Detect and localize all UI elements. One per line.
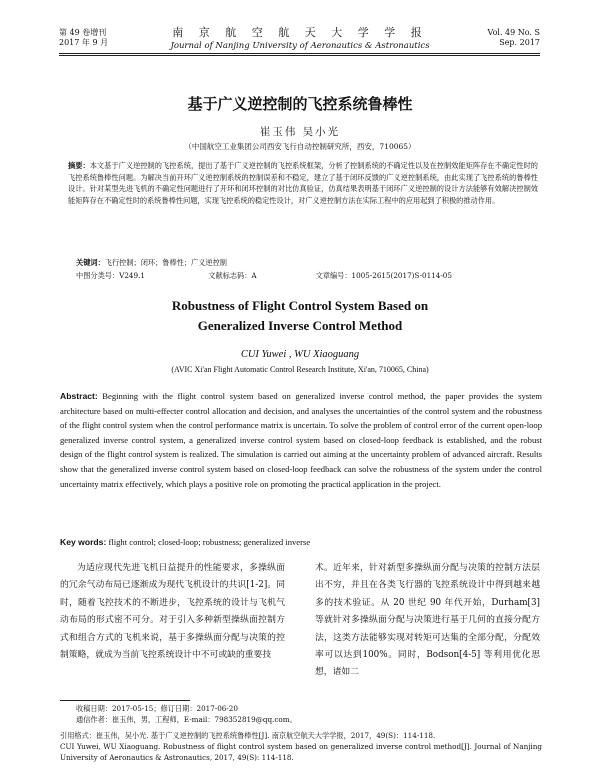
- header-volume: [59, 28, 108, 48]
- journal-name-en: Journal of Nanjing University of Aeronautics & Astronautics: [170, 41, 430, 51]
- clc-number: 中图分类号：V249.1: [76, 271, 145, 280]
- article-number: 文章编号：1005-2615(2017)S-0114-05: [315, 271, 452, 280]
- paper-title-en: [60, 296, 540, 336]
- keywords-cn: [76, 258, 227, 268]
- affiliation-cn: （中国航空工业集团公司西安飞行自动控制研究所，西安，710065）: [184, 142, 416, 151]
- header-volume-issue: 第 49 卷增刊: [59, 28, 107, 37]
- abstract-en-text: Beginning with the flight control system based on generalized inverse control method, the paper provides the system architecture based on multi-effecter control allocation and decision, and analyses the uncertainties of the control system and the robustness of the flight control system when the control performance matrix is uncertain. To solve the problem of control error of the current open-loop generalized inverse control system, a generalized inverse control system based on closed-loop feedback is established, and the robust design of the flight control system is realized. The simulation is carried out aiming at the uncertainty problem of advanced aircraft. Results show that the generalized inverse control system based on closed-loop feedback can solve the robustness of the system under the control uncertainty matrix effectively, which plays a positive role on promoting the practical application in the project.: [60, 391, 543, 489]
- header-vol-no: Vol. 49 No. S: [487, 28, 540, 37]
- citation-en: CUI Yuwei, WU Xiaoguang. Robustness of flight control system based on generalized inverse control method[J]. Journal of Nanjing University of Aeronautics & Astronautics, 2017, 49(S): 114-118.: [60, 742, 542, 762]
- footnote-rule: [60, 700, 190, 701]
- abstract-en: [60, 389, 542, 491]
- keywords-cn-text: 飞行控制；闭环；鲁棒性；广义逆控制: [104, 258, 227, 267]
- keywords-en: [60, 537, 310, 547]
- abstract-cn-text: 本文基于广义逆控制的飞控系统，提出了基于广义逆控制的飞控系统框架，分析了控制系统的不确定性以及在控制效能矩阵存在不确定性时的飞控系统鲁棒性问题。为解决当前开环广义逆控制系统的控制误差和不稳定，建立了基于闭环反馈的广义逆控制系统，由此实现了飞控系统的鲁棒性设计。针对某型先进飞机的不确定性问题进行了开环和闭环控制的对比仿真验证，仿真结果表明基于闭环广义逆控制的设计方法能够有效解决控制效能矩阵存在不确定性时的系统鲁棒性问题，实现飞控系统的稳定性设计，对广义逆控制方法在实际工程中的应用起到了积极的推动作用。: [68, 161, 538, 205]
- citation-format: [60, 730, 542, 763]
- header-rule-thin: [59, 55, 540, 56]
- paper-title-cn: 基于广义逆控制的飞控系统鲁棒性: [187, 95, 413, 113]
- footnote-author: 通信作者：崔玉伟，男，工程师，E-mail：798352819@qq.com。: [76, 715, 297, 724]
- header-rule: [59, 53, 540, 54]
- keywords-en-text: flight control; closed-loop; robustness; generalized inverse: [108, 537, 311, 547]
- affiliation-en: (AVIC Xi'an Flight Automatic Control Research Institute, Xi'an, 710065, China): [171, 365, 429, 374]
- journal-name-cn: 南 京 航 空 航 天 大 学 学 报: [172, 26, 428, 39]
- abstract-cn-label: 摘要：: [68, 161, 90, 170]
- citation-cn: 引用格式：崔玉伟，吴小光. 基于广义逆控制的飞控系统鲁棒性[J]. 南京航空航天大学学报，2017，49(S)：114-118.: [60, 731, 436, 740]
- keywords-cn-label: 关键词：: [76, 258, 105, 267]
- header-date-cn: 2017 年 9 月: [59, 38, 109, 47]
- abstract-en-label: Abstract:: [60, 391, 98, 401]
- keywords-en-label: Key words:: [60, 537, 107, 547]
- authors-cn: 崔玉伟 吴小光: [259, 126, 341, 138]
- header-date-en: Sep. 2017: [499, 38, 540, 47]
- footnote-received: 收稿日期：2017-05-15；修订日期：2017-06-20: [76, 704, 238, 713]
- header-volume-en: [488, 28, 540, 48]
- document-code: 文献标志码：A: [208, 271, 257, 280]
- abstract-cn: [68, 160, 538, 206]
- body-column-right: 术。近年来，针对新型多操纵面分配与决策的控制方法层出不穷，并且在各类飞行器的飞控系统设计中得到越来越多的技术验证。从 20 世纪 90 年代开始，Durham[3] 等就针对多操纵面分配与决策进行基于几何的直接分配方法，这类方法能够实现对转矩可达集的全部分配，分配效率可以达到100%。同时，Bodson[4-5] 等利用优化思想，诸如二: [315, 563, 540, 678]
- classification-line: [76, 271, 546, 281]
- footnote: [76, 703, 546, 725]
- body-column-left: 为适应现代先进飞机日益提升的性能要求，多操纵面的冗余气动布局已逐渐成为现代飞机设计的共识[1-2]。同时，随着飞控技术的不断进步，飞控系统的设计与飞机气动布局的形式密不可分。对于引入多种新型操纵面控制方式和组合方式的飞机来说，基于多操纵面分配与决策的控制策略，就成为当前飞控系统设计中不可或缺的重要技: [60, 563, 285, 661]
- paper-title-en-line2: Generalized Inverse Control Method: [197, 318, 403, 333]
- journal-header: [150, 26, 450, 52]
- paper-title-en-line1: Robustness of Flight Control System Based on: [171, 298, 429, 313]
- authors-en: CUI Yuwei , WU Xiaoguang: [240, 349, 360, 360]
